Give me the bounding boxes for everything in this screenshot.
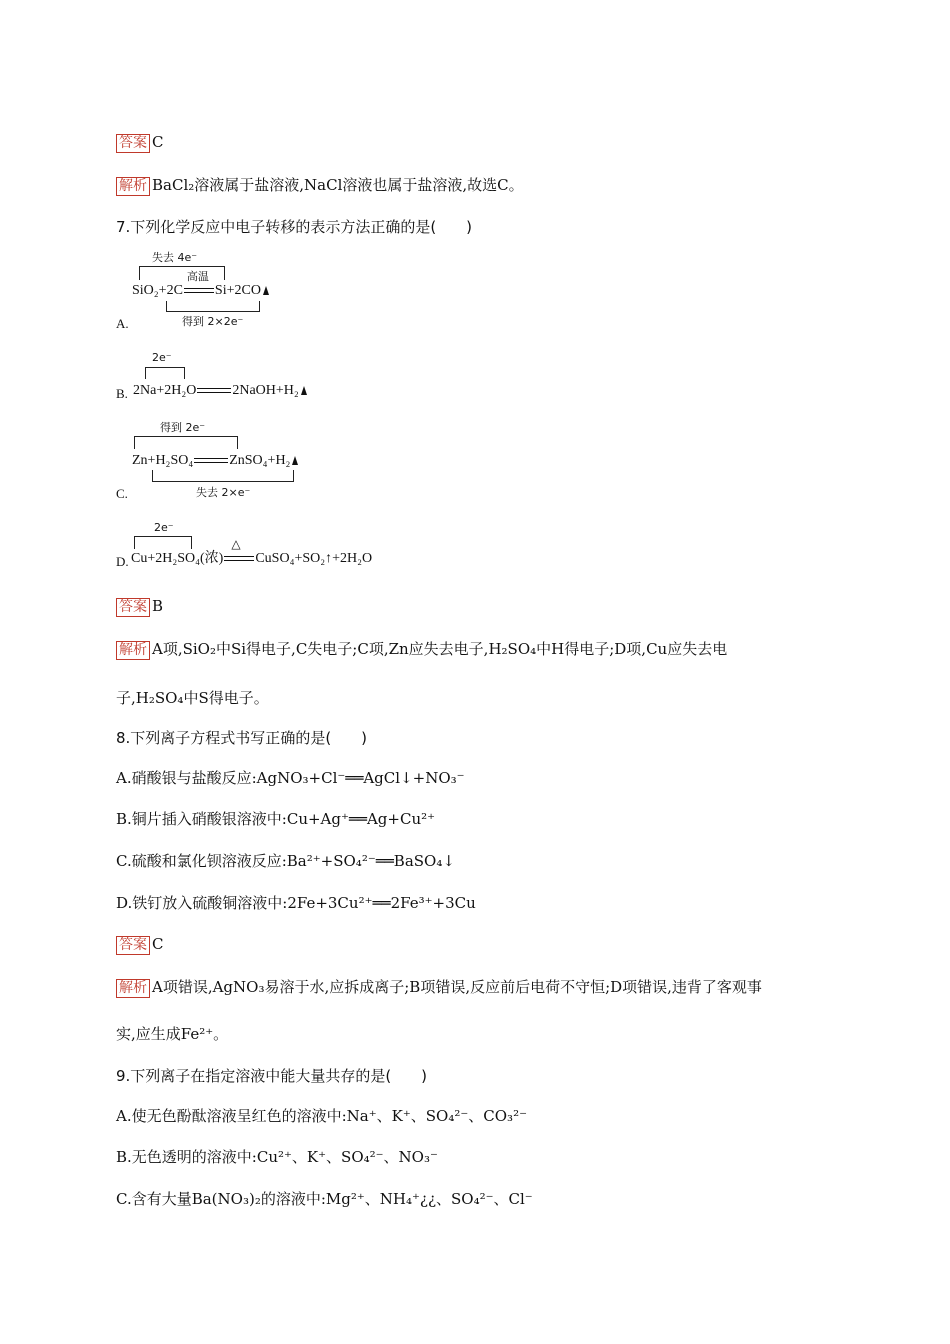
electron-gained-label: 得到 2×2e⁻ [182,315,244,328]
products: CuSO₄+SO₂↑+2H₂O [255,551,373,566]
top-bracket [145,367,185,379]
answer-value: C [152,935,164,953]
answer-line-q8 [116,934,163,955]
option-letter: B. [116,386,128,401]
equation-a [132,270,269,299]
electron-lost-label: 失去 4e⁻ [152,251,198,264]
q8-option-b: B.铜片插入硝酸银溶液中:Cu+Ag⁺══Ag+Cu²⁺ [116,810,436,828]
option-letter: D. [116,554,129,569]
analysis-text: BaCl₂溶液属于盐溶液,NaCl溶液也属于盐溶液,故选C。 [152,176,524,194]
question-8-stem: 8.下列离子方程式书写正确的是( ) [116,729,368,747]
reactants: 2Na+2H₂O [133,383,197,398]
products: 2NaOH+H₂ [232,383,299,398]
q8-option-c: C.硫酸和氯化钡溶液反应:Ba²⁺+SO₄²⁻══BaSO₄↓ [116,852,455,870]
answer-value: B [152,597,164,615]
reactants: Cu+2H₂SO₄(浓) [131,551,224,566]
reactants: SiO₂+2C [132,283,183,298]
reactants: Zn+H₂SO₄ [132,453,194,468]
electron-label: 2e⁻ [154,521,174,534]
answer-tag: 答案 [116,134,150,153]
question-9-stem: 9.下列离子在指定溶液中能大量共存的是( ) [116,1067,428,1085]
q9-option-a: A.使无色酚酞溶液呈红色的溶液中:Na⁺、K⁺、SO₄²⁻、CO₃²⁻ [116,1107,528,1125]
q8-option-a: A.硝酸银与盐酸反应:AgNO₃+Cl⁻══AgCl↓+NO₃⁻ [116,769,465,787]
electron-gained-label: 得到 2e⁻ [160,421,206,434]
analysis-line-q7-cont: 子,H₂SO₄中S得电子。 [116,689,269,707]
equation-b [133,383,307,399]
bottom-bracket [152,470,294,482]
answer-value: C [152,133,164,151]
analysis-text: A项,SiO₂中Si得电子,C失电子;C项,Zn应失去电子,H₂SO₄中H得电子;D项,Cu应失去电 [152,640,728,658]
analysis-line-q7 [116,639,727,660]
products: ZnSO₄+H₂ [229,453,291,468]
electron-label: 2e⁻ [152,351,172,364]
q8-option-d: D.铁钉放入硫酸铜溶液中:2Fe+3Cu²⁺══2Fe³⁺+3Cu [116,894,476,912]
answer-line-q7 [116,596,163,617]
electron-lost-label: 失去 2×e⁻ [196,486,251,499]
heat-condition: △ [231,537,241,551]
option-letter: A. [116,316,129,331]
analysis-text: A项错误,AgNO₃易溶于水,应拆成离子;B项错误,反应前后电荷不守恒;D项错误,违背了客观事 [152,978,762,996]
bottom-bracket [166,301,260,312]
analysis-line-q6 [116,175,524,196]
q9-option-c: C.含有大量Ba(NO₃)₂的溶液中:Mg²⁺、NH₄⁺¿¿、SO₄²⁻、Cl⁻ [116,1190,533,1208]
top-bracket [134,436,238,449]
answer-line-q6 [116,132,163,153]
products: Si+2CO [214,283,261,298]
top-bracket [139,266,225,280]
equation-d [131,537,373,567]
top-bracket [134,536,192,549]
analysis-line-q8-cont: 实,应生成Fe²⁺。 [116,1025,229,1043]
option-letter: C. [116,486,128,501]
q9-option-b: B.无色透明的溶液中:Cu²⁺、K⁺、SO₄²⁻、NO₃⁻ [116,1148,438,1166]
analysis-tag: 解析 [116,641,150,660]
analysis-tag: 解析 [116,979,150,998]
answer-tag: 答案 [116,598,150,617]
question-7-stem: 7.下列化学反应中电子转移的表示方法正确的是( ) [116,218,473,236]
analysis-line-q8 [116,977,762,998]
equation-c [132,453,298,469]
answer-tag: 答案 [116,936,150,955]
condition: 高温 [186,270,209,283]
analysis-tag: 解析 [116,177,150,196]
